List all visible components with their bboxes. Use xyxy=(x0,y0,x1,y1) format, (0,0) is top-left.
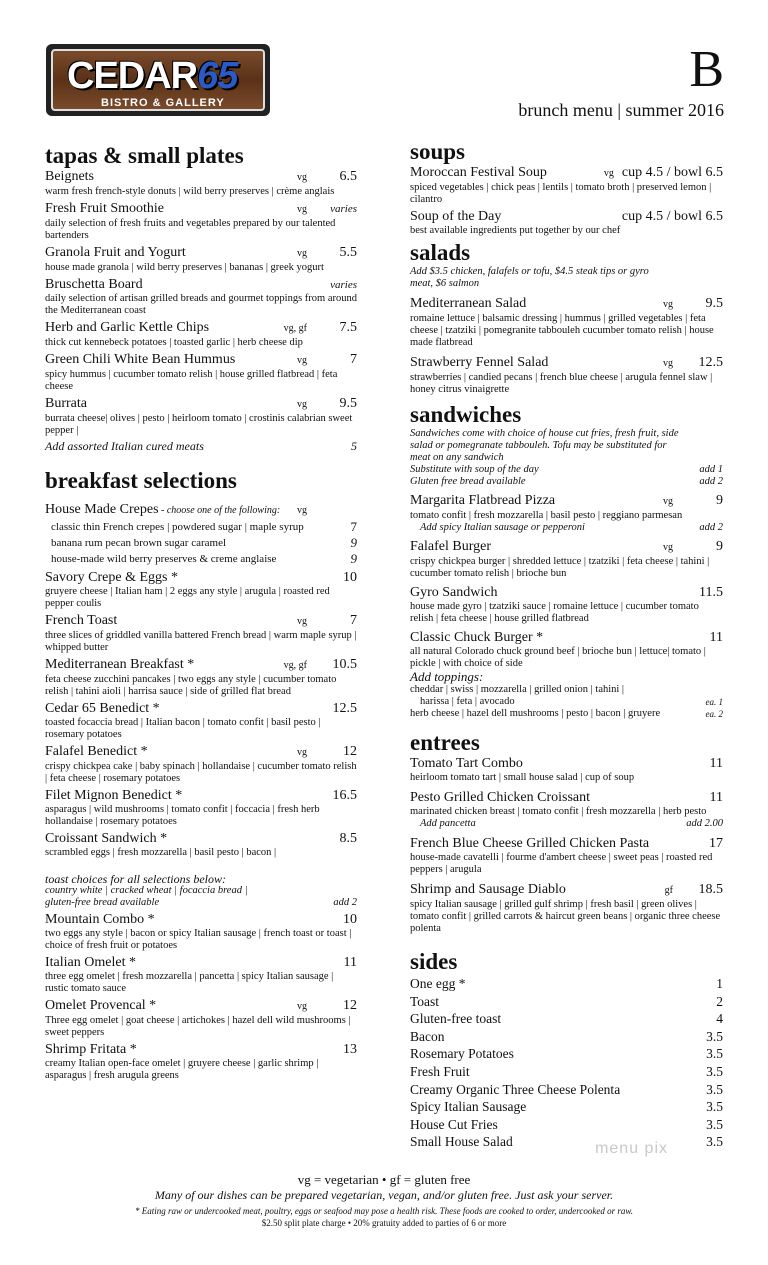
menu-item xyxy=(45,744,357,761)
item-name: Cedar 65 Benedict * xyxy=(45,701,160,716)
menu-item xyxy=(410,836,723,852)
menu-item xyxy=(45,701,357,717)
item-description: crispy chickpea cake | baby spinach | hollandaise | cucumber tomato relish | feta cheese | rosemary potatoes xyxy=(45,761,357,784)
item-addon xyxy=(410,522,723,534)
diet-tag: vg, gf xyxy=(283,660,307,671)
item-price: 7 xyxy=(350,613,357,628)
item-price: 10 xyxy=(343,912,357,927)
side-name: Spicy Italian Sausage xyxy=(410,1099,527,1115)
option-price: 7 xyxy=(350,519,357,534)
menu-item xyxy=(410,165,723,182)
charges-note: $2.50 split plate charge • 20% gratuity added to parties of 6 or more xyxy=(261,1218,507,1228)
item-price: 8.5 xyxy=(339,831,357,846)
side-name: Rosemary Potatoes xyxy=(410,1046,514,1062)
dietary-note: Many of our dishes can be prepared vegetarian, vegan, and/or gluten free. Just ask your server. xyxy=(154,1188,614,1202)
menu-item xyxy=(45,502,357,519)
item-description: best available ingredients put together by our chef xyxy=(410,225,621,236)
item-price: varies xyxy=(330,203,357,215)
side-price: 3.5 xyxy=(706,1081,723,1097)
toppings-title: Add toppings: xyxy=(410,669,484,684)
item-price: 11.5 xyxy=(699,585,723,600)
item-description: spiced vegetables | chick peas | lentils | tomato broth | preserved lemon | cilantro xyxy=(410,182,712,205)
option-name: house-made wild berry preserves & creme anglaise xyxy=(51,553,277,565)
item-name: Fresh Fruit Smoothie xyxy=(45,201,165,216)
item-description: house made granola | wild berry preserves | bananas | greek yogurt xyxy=(45,262,324,273)
item-name: Gyro Sandwich xyxy=(410,585,498,600)
item-description: Three egg omelet | goat cheese | artichokes | hazel dell wild mushrooms | sweet peppers xyxy=(45,1015,351,1038)
addon-name: Add pancetta xyxy=(420,818,476,829)
menu-item xyxy=(410,296,723,313)
menu-item xyxy=(45,998,357,1015)
section-title: sides xyxy=(410,949,458,974)
menu-item xyxy=(45,912,357,928)
section-title: soups xyxy=(410,139,465,164)
note-text: Substitute with soup of the day xyxy=(410,464,539,475)
item-description: three slices of griddled vanilla battered French bread | warm maple syrup | whipped butter xyxy=(45,630,357,653)
item-price: 11 xyxy=(709,756,723,771)
item-name: Croissant Sandwich * xyxy=(45,831,168,846)
note-text: Add assorted Italian cured meats xyxy=(45,439,204,453)
menu-item xyxy=(45,245,357,262)
note-price: add 1 xyxy=(699,464,723,475)
item-price: 9 xyxy=(716,539,723,554)
side-item xyxy=(410,993,723,1011)
side-name: One egg * xyxy=(410,976,466,991)
item-name: Classic Chuck Burger * xyxy=(410,630,544,645)
note-price: add 2 xyxy=(699,476,723,487)
menu-item xyxy=(45,657,357,674)
side-name: House Cut Fries xyxy=(410,1116,498,1132)
topping-price: ea. 2 xyxy=(705,709,723,719)
item-description: romaine lettuce | balsamic dressing | hummus | grilled vegetables | feta cheese | tzatziki | pomegranite tabbouleh cucumber tomato relish | house made flatbread xyxy=(410,313,714,348)
diet-tag: vg xyxy=(663,542,673,553)
side-item xyxy=(410,1063,723,1081)
left-column xyxy=(45,143,357,1082)
item-price: cup 4.5 / bowl 6.5 xyxy=(621,165,723,180)
section-title: entrees xyxy=(410,730,480,755)
health-warning: * Eating raw or undercooked meat, poultry, eggs or seafood may pose a health risk. These foods are cooked to order, undercooked or raw. xyxy=(135,1206,633,1216)
diet-tag: vg xyxy=(603,168,614,179)
menu-item xyxy=(45,352,357,369)
crepe-option xyxy=(45,551,357,567)
item-price: 11 xyxy=(343,955,357,970)
item-description: all natural Colorado chuck ground beef | brioche bun | lettuce| tomato | pickle | with choice of side xyxy=(410,646,706,669)
option-price: 9 xyxy=(350,535,357,550)
option-price: 9 xyxy=(350,551,357,566)
side-name: Creamy Organic Three Cheese Polenta xyxy=(410,1081,621,1097)
watermark: menu pix xyxy=(595,1140,668,1157)
item-description: warm fresh french-style donuts | wild berry preserves | crème anglais xyxy=(45,186,335,197)
side-name: Gluten-free toast xyxy=(410,1011,502,1027)
sandwich-note: Sandwiches come with choice of house cut fries, fresh fruit, side salad or pomegranate tabbouleh. Tofu may be substituted for meat on any sandwich xyxy=(410,428,679,463)
item-price: 11 xyxy=(709,630,723,645)
side-price: 1 xyxy=(716,976,723,991)
item-name: Green Chili White Bean Hummus xyxy=(45,352,236,367)
menu-note xyxy=(45,440,357,452)
item-price: 6.5 xyxy=(339,169,357,184)
diet-tag: vg xyxy=(663,299,673,310)
side-name: Fresh Fruit xyxy=(410,1063,470,1079)
menu-item xyxy=(45,955,357,971)
item-name: Shrimp Fritata * xyxy=(45,1042,137,1057)
addon-price: add 2 xyxy=(699,522,723,533)
diet-tag: vg xyxy=(297,355,307,366)
item-name: Mediterranean Salad xyxy=(410,296,527,311)
menu-item xyxy=(45,320,357,337)
side-price: 3.5 xyxy=(706,1028,723,1044)
side-name: Toast xyxy=(410,993,440,1009)
topping-line xyxy=(410,696,723,708)
menu-item xyxy=(45,831,357,847)
item-description: thick cut kennebeck potatoes | toasted garlic | herb cheese dip xyxy=(45,337,303,348)
diet-tag: vg xyxy=(297,248,307,259)
item-description: house-made cavatelli | fourme d'ambert cheese | sweet peas | roasted red peppers | arugula xyxy=(410,852,713,875)
item-price: 10.5 xyxy=(332,657,357,672)
item-price: 9.5 xyxy=(705,296,723,311)
item-name: Tomato Tart Combo xyxy=(410,756,523,771)
note-price: add 2 xyxy=(333,897,357,908)
item-description: heirloom tomato tart | small house salad | cup of soup xyxy=(410,772,635,783)
side-price: 3.5 xyxy=(706,1046,723,1062)
item-price: 12.5 xyxy=(332,701,357,716)
menu-subtitle: brunch menu | summer 2016 xyxy=(518,100,724,120)
item-price: 7.5 xyxy=(339,320,357,335)
item-name: Falafel Burger xyxy=(410,539,491,554)
item-name: Soup of the Day xyxy=(410,209,502,224)
item-price: 7 xyxy=(350,352,357,367)
crepe-option xyxy=(45,519,357,535)
option-name: banana rum pecan brown sugar caramel xyxy=(51,537,227,549)
item-name: Herb and Garlic Kettle Chips xyxy=(45,320,210,335)
menu-letter: B xyxy=(689,41,724,98)
addon-name: Add spicy Italian sausage or pepperoni xyxy=(420,522,585,533)
item-name: Falafel Benedict * xyxy=(45,744,148,759)
right-column xyxy=(410,139,723,1151)
diet-tag: vg xyxy=(663,496,673,507)
dietary-legend: vg = vegetarian • gf = gluten free xyxy=(297,1172,471,1187)
topping-text: cheddar | swiss | mozzarella | grilled onion | tahini | xyxy=(410,684,625,695)
side-price: 2 xyxy=(716,993,723,1009)
logo-tagline: BISTRO & GALLERY xyxy=(101,97,225,109)
side-price: 3.5 xyxy=(706,1116,723,1132)
item-price: 12 xyxy=(343,744,357,759)
item-name: Omelet Provencal * xyxy=(45,998,157,1013)
topping-price: ea. 1 xyxy=(705,697,723,707)
salad-addon-note: Add $3.5 chicken, falafels or tofu, $4.5 steak tips or gyro meat, $6 salmon xyxy=(410,266,649,289)
item-description: asparagus | wild mushrooms | tomato confit | foccacia | fresh herb hollandaise | rosemary potatoes xyxy=(45,804,320,827)
item-name: Mountain Combo * xyxy=(45,912,155,927)
menu-item xyxy=(410,756,723,772)
item-price: cup 4.5 / bowl 6.5 xyxy=(621,209,723,224)
item-price: 12 xyxy=(343,998,357,1013)
diet-tag: gf xyxy=(664,885,673,896)
option-name: classic thin French crepes | powdered sugar | maple syrup xyxy=(51,521,304,533)
item-name: Pesto Grilled Chicken Croissant xyxy=(410,790,591,805)
item-name: Bruschetta Board xyxy=(45,277,143,292)
item-price: 17 xyxy=(709,836,723,851)
item-description: burrata cheese| olives | pesto | heirloom tomato | crostinis calabrian sweet pepper | xyxy=(45,413,353,436)
menu-note xyxy=(410,476,723,488)
item-description: toasted focaccia bread | Italian bacon | tomato confit | basil pesto | rosemary potatoes xyxy=(45,717,321,740)
item-name: Granola Fruit and Yogurt xyxy=(45,245,186,260)
side-item xyxy=(410,1010,723,1028)
item-description: creamy Italian open-face omelet | gruyere cheese | garlic shrimp | asparagus | fresh arugula greens xyxy=(45,1058,319,1081)
item-name: French Blue Cheese Grilled Chicken Pasta xyxy=(410,836,650,851)
side-item xyxy=(410,1045,723,1063)
menu-item xyxy=(45,277,357,293)
diet-tag: vg xyxy=(663,358,673,369)
side-item xyxy=(410,975,723,993)
diet-tag: vg xyxy=(297,399,307,410)
menu-item xyxy=(45,613,357,630)
item-name: Strawberry Fennel Salad xyxy=(410,355,549,370)
diet-tag: vg xyxy=(297,204,307,215)
item-description: strawberries | candied pecans | french blue cheese | arugula fennel slaw | honey citrus vinaigrette xyxy=(410,372,713,395)
item-description: two eggs any style | bacon or spicy Italian sausage | french toast or toast | choice of fresh fruit or potatoes xyxy=(45,928,352,951)
side-price: 4 xyxy=(716,1011,723,1027)
item-price: 9.5 xyxy=(339,396,357,411)
side-item xyxy=(410,1133,723,1151)
menu-item xyxy=(45,1042,357,1058)
item-name: Savory Crepe & Eggs * xyxy=(45,570,178,585)
menu-item xyxy=(45,396,357,413)
topping-text: herb cheese | hazel dell mushrooms | pesto | bacon | gruyere xyxy=(410,708,661,719)
item-addon xyxy=(410,818,723,830)
restaurant-logo xyxy=(46,44,270,116)
menu-item xyxy=(45,788,357,804)
item-description: three egg omelet | fresh mozzarella | pancetta | spicy Italian sausage | rustic tomato sauce xyxy=(45,971,334,994)
item-note: - choose one of the following: xyxy=(158,505,281,516)
item-price: 16.5 xyxy=(332,788,357,803)
menu-item xyxy=(410,539,723,556)
menu-item xyxy=(410,209,723,225)
side-price: 3.5 xyxy=(706,1134,723,1150)
section-title: breakfast selections xyxy=(45,468,237,493)
diet-tag: vg xyxy=(297,747,307,758)
diet-tag: vg, gf xyxy=(283,323,307,334)
toast-title: toast choices for all selections below: xyxy=(45,872,226,886)
crepe-option xyxy=(45,535,357,551)
side-price: 3.5 xyxy=(706,1063,723,1079)
note-text: Gluten free bread available xyxy=(410,476,526,487)
item-name: French Toast xyxy=(45,613,118,628)
topping-line xyxy=(410,708,723,720)
note-text: gluten-free bread available xyxy=(45,897,160,908)
item-name: Burrata xyxy=(45,396,87,411)
item-description: marinated chicken breast | tomato confit | fresh mozzarella | herb pesto xyxy=(410,806,707,817)
topping-line xyxy=(410,684,723,696)
item-name: Beignets xyxy=(45,169,94,184)
menu-item xyxy=(410,493,723,510)
menu-item xyxy=(410,585,723,601)
item-description: crispy chickpea burger | shredded lettuce | tzatziki | feta cheese | tahini | cucumber tomato relish | brioche bun xyxy=(410,556,710,579)
logo-frame xyxy=(51,49,265,111)
item-price: 18.5 xyxy=(698,882,723,897)
item-price: 5.5 xyxy=(339,245,357,260)
item-price: 9 xyxy=(716,493,723,508)
item-price: 11 xyxy=(709,790,723,805)
item-name: House Made Crepes - choose one of the following: xyxy=(45,502,281,517)
item-description: daily selection of artisan grilled breads and gourmet toppings from around the Mediterranean coast xyxy=(45,293,358,316)
item-name: Margarita Flatbread Pizza xyxy=(410,493,556,508)
section-title: tapas & small plates xyxy=(45,143,244,168)
side-item xyxy=(410,1116,723,1134)
note-price: 5 xyxy=(351,439,357,453)
item-name: Shrimp and Sausage Diablo xyxy=(410,882,566,897)
diet-tag: vg xyxy=(297,616,307,627)
item-description: tomato confit | fresh mozzarella | basil pesto | reggiano parmesan xyxy=(410,510,683,521)
menu-item xyxy=(45,201,357,218)
side-item xyxy=(410,1098,723,1116)
section-title: sandwiches xyxy=(410,402,522,427)
side-name: Bacon xyxy=(410,1028,445,1044)
side-name: Small House Salad xyxy=(410,1134,513,1150)
item-price: 10 xyxy=(343,570,357,585)
item-name: Moroccan Festival Soup xyxy=(410,165,547,180)
item-description: spicy hummus | cucumber tomato relish | house grilled flatbread | feta cheese xyxy=(45,369,338,392)
item-description: scrambled eggs | fresh mozzarella | basil pesto | bacon | xyxy=(45,847,277,858)
item-price: 12.5 xyxy=(698,355,723,370)
menu-note xyxy=(410,464,723,476)
topping-text: harissa | feta | avocado xyxy=(420,696,515,707)
diet-tag: vg xyxy=(297,1001,307,1012)
item-price: 13 xyxy=(343,1042,357,1057)
diet-tag: vg xyxy=(297,172,307,183)
item-name: Mediterranean Breakfast * xyxy=(45,657,195,672)
menu-item xyxy=(410,630,723,646)
menu-item xyxy=(410,355,723,372)
item-description: gruyere cheese | Italian ham | 2 eggs any style | arugula | roasted red pepper coulis xyxy=(45,586,330,609)
item-name: Italian Omelet * xyxy=(45,955,136,970)
side-item xyxy=(410,1081,723,1099)
item-description: feta cheese zucchini pancakes | two eggs any style | cucumber tomato relish | tahini aioli | harrisa sauce | side of grilled flat bread xyxy=(45,674,337,697)
menu-item xyxy=(410,882,723,899)
logo-wordmark: CEDAR65 xyxy=(67,55,238,97)
item-description: daily selection of fresh fruits and vegetables prepared by our talented bartenders xyxy=(45,218,336,241)
menu-item xyxy=(45,169,357,186)
section-title: salads xyxy=(410,240,471,265)
side-price: 3.5 xyxy=(706,1099,723,1115)
menu-item xyxy=(45,570,357,586)
addon-price: add 2.00 xyxy=(686,818,723,829)
item-name: Filet Mignon Benedict * xyxy=(45,788,183,803)
toast-choices: country white | cracked wheat | focaccia bread | xyxy=(45,885,248,896)
diet-tag: vg xyxy=(297,505,307,516)
item-price: varies xyxy=(330,279,357,291)
menu-item xyxy=(410,790,723,806)
item-description: house made gyro | tzatziki sauce | romaine lettuce | cucumber tomato relish | feta cheese | house grilled flatbread xyxy=(410,601,699,624)
menu-note xyxy=(45,897,357,909)
side-item xyxy=(410,1028,723,1046)
item-description: spicy Italian sausage | grilled gulf shrimp | fresh basil | green olives | tomato confit | grilled carrots & haircut green beans | organic three cheese polenta xyxy=(410,899,721,934)
